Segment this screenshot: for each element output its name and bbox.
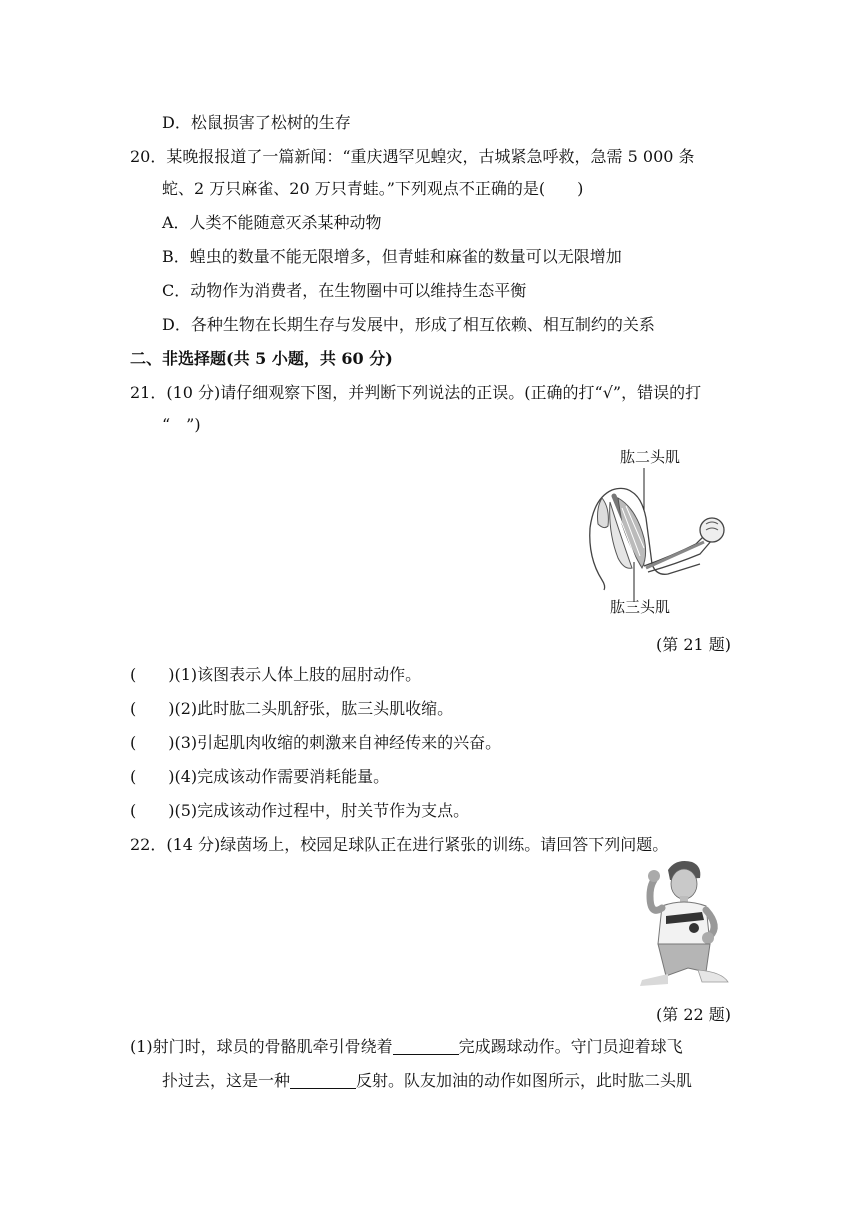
q22-part2-text-b: 反射。队友加油的动作如图所示，此时肱二头肌 (356, 1071, 693, 1090)
label-biceps: 肱二头肌 (620, 448, 681, 466)
answer-blank-1[interactable] (393, 1038, 459, 1055)
arm-muscle-figure (584, 446, 734, 616)
answer-blank-2[interactable] (290, 1072, 356, 1089)
q22-part2-text-a: 扑过去，这是一种 (162, 1071, 291, 1090)
q21-item-4: ( )(4)完成该动作需要消耗能量。 (130, 767, 390, 786)
q21-item-1: ( )(1)该图表示人体上肢的屈肘动作。 (130, 665, 422, 684)
q22-part1-line1 (130, 1036, 683, 1058)
q21-stem-line1: 21．(10 分)请仔细观察下图，并判断下列说法的正误。(正确的打“√”，错误的打 (130, 383, 702, 402)
football-player-figure (636, 856, 732, 990)
q20-option-b: B．蝗虫的数量不能无限增多，但青蛙和麻雀的数量可以无限增加 (162, 247, 622, 266)
q20-option-d: D．各种生物在长期生存与发展中，形成了相互依赖、相互制约的关系 (162, 315, 655, 334)
q21-caption: (第 21 题) (656, 635, 732, 654)
q21-stem-line2: “ ”) (162, 415, 201, 434)
arm-illustration (584, 468, 734, 608)
q20-stem-line1: 20．某晚报报道了一篇新闻：“重庆遇罕见蝗灾，古城紧急呼救，急需 5 000 条 (130, 147, 695, 166)
q22-part1-line2 (162, 1070, 692, 1092)
q21-item-3: ( )(3)引起肌肉收缩的刺激来自神经传来的兴奋。 (130, 733, 502, 752)
q21-item-2: ( )(2)此时肱二头肌舒张，肱三头肌收缩。 (130, 699, 454, 718)
q21-item-5: ( )(5)完成该动作过程中，肘关节作为支点。 (130, 801, 470, 820)
section-heading: 二、非选择题(共 5 小题，共 60 分) (130, 349, 393, 368)
q22-part1-text-a: (1)射门时，球员的骨骼肌牵引骨绕着 (130, 1037, 393, 1056)
q22-caption: (第 22 题) (656, 1005, 732, 1024)
q20-option-a: A．人类不能随意灭杀某种动物 (162, 213, 382, 232)
q20-option-c: C．动物作为消费者，在生物圈中可以维持生态平衡 (162, 281, 527, 300)
q19-option-d: D．松鼠损害了松树的生存 (162, 113, 351, 132)
q22-part1-text-b: 完成踢球动作。守门员迎着球飞 (458, 1037, 683, 1056)
q20-stem-line2: 蛇、2 万只麻雀、20 万只青蛙。”下列观点不正确的是( ) (162, 179, 584, 198)
q22-stem: 22．(14 分)绿茵场上，校园足球队正在进行紧张的训练。请回答下列问题。 (130, 835, 669, 854)
label-triceps: 肱三头肌 (610, 598, 671, 616)
